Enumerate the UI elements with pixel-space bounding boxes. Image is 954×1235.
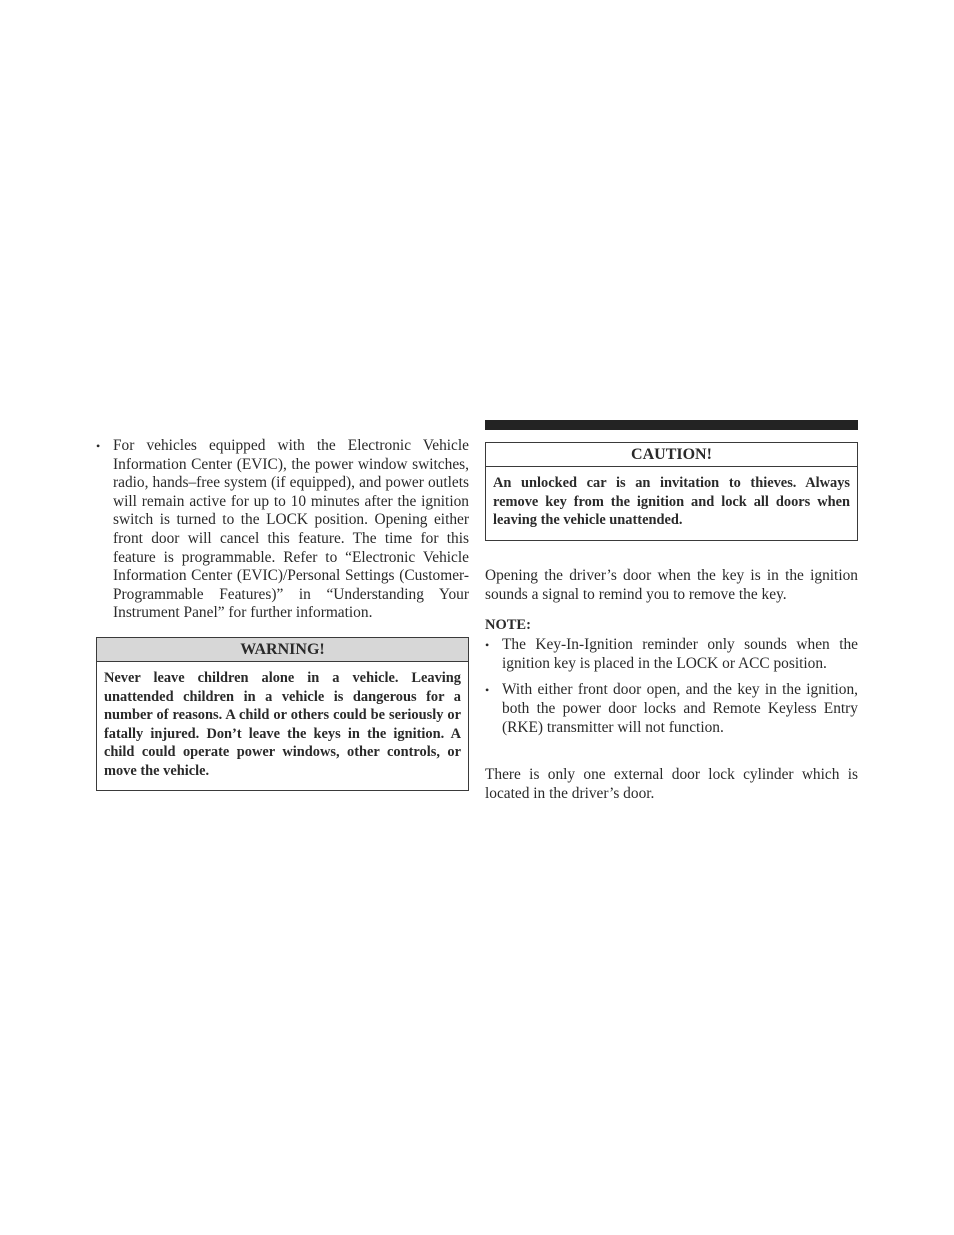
note-label: NOTE: — [485, 616, 531, 633]
warning-title: WARNING! — [97, 638, 468, 662]
caution-box — [485, 442, 858, 541]
caution-body: An unlocked car is an invitation to thieves. Always remove key from the ignition and lock all doors when leaving the vehicle unattended. — [493, 475, 850, 529]
right-column — [485, 420, 858, 803]
section-header-bar — [485, 420, 858, 430]
door-lock-cylinder-paragraph: There is only one external door lock cylinder which is located in the driver’s door. — [485, 765, 858, 802]
note-item: • The Key-In-Ignition reminder only sounds when the ignition key is placed in the LOCK or ACC position. — [485, 636, 858, 674]
left-column — [96, 437, 469, 791]
note-item: • With either front door open, and the key in the ignition, both the power door locks and Remote Keyless Entry (RKE) transmitter will not function. — [485, 681, 858, 737]
evic-bullet-list — [96, 437, 469, 623]
key-reminder-paragraph: Opening the driver’s door when the key is in the ignition sounds a signal to remind you to remove the key. — [485, 566, 858, 603]
caution-title: CAUTION! — [486, 443, 857, 467]
warning-box — [96, 637, 469, 791]
note-list — [485, 636, 858, 738]
evic-bullet-item: • For vehicles equipped with the Electronic Vehicle Information Center (EVIC), the power window switches, radio, hands–free system (if equipped), and power outlets will remain active for up to 10 minutes after the ignition switch is turned to the LOCK position. Opening either front door will cancel this feature. The time for this feature is programmable. Refer to “Electronic Vehicle Information Center (EVIC)/Personal Settings (Customer-Programmable Features)” in “Understanding Your Instrument Panel” for further information. — [96, 437, 469, 623]
warning-body: Never leave children alone in a vehicle. Leaving unattended children in a vehicle is dangerous for a number of reasons. A child or others could be seriously or fatally injured. Don’t leave the keys in the ignition. A child could operate power windows, other controls, or move the vehicle. — [104, 669, 461, 779]
